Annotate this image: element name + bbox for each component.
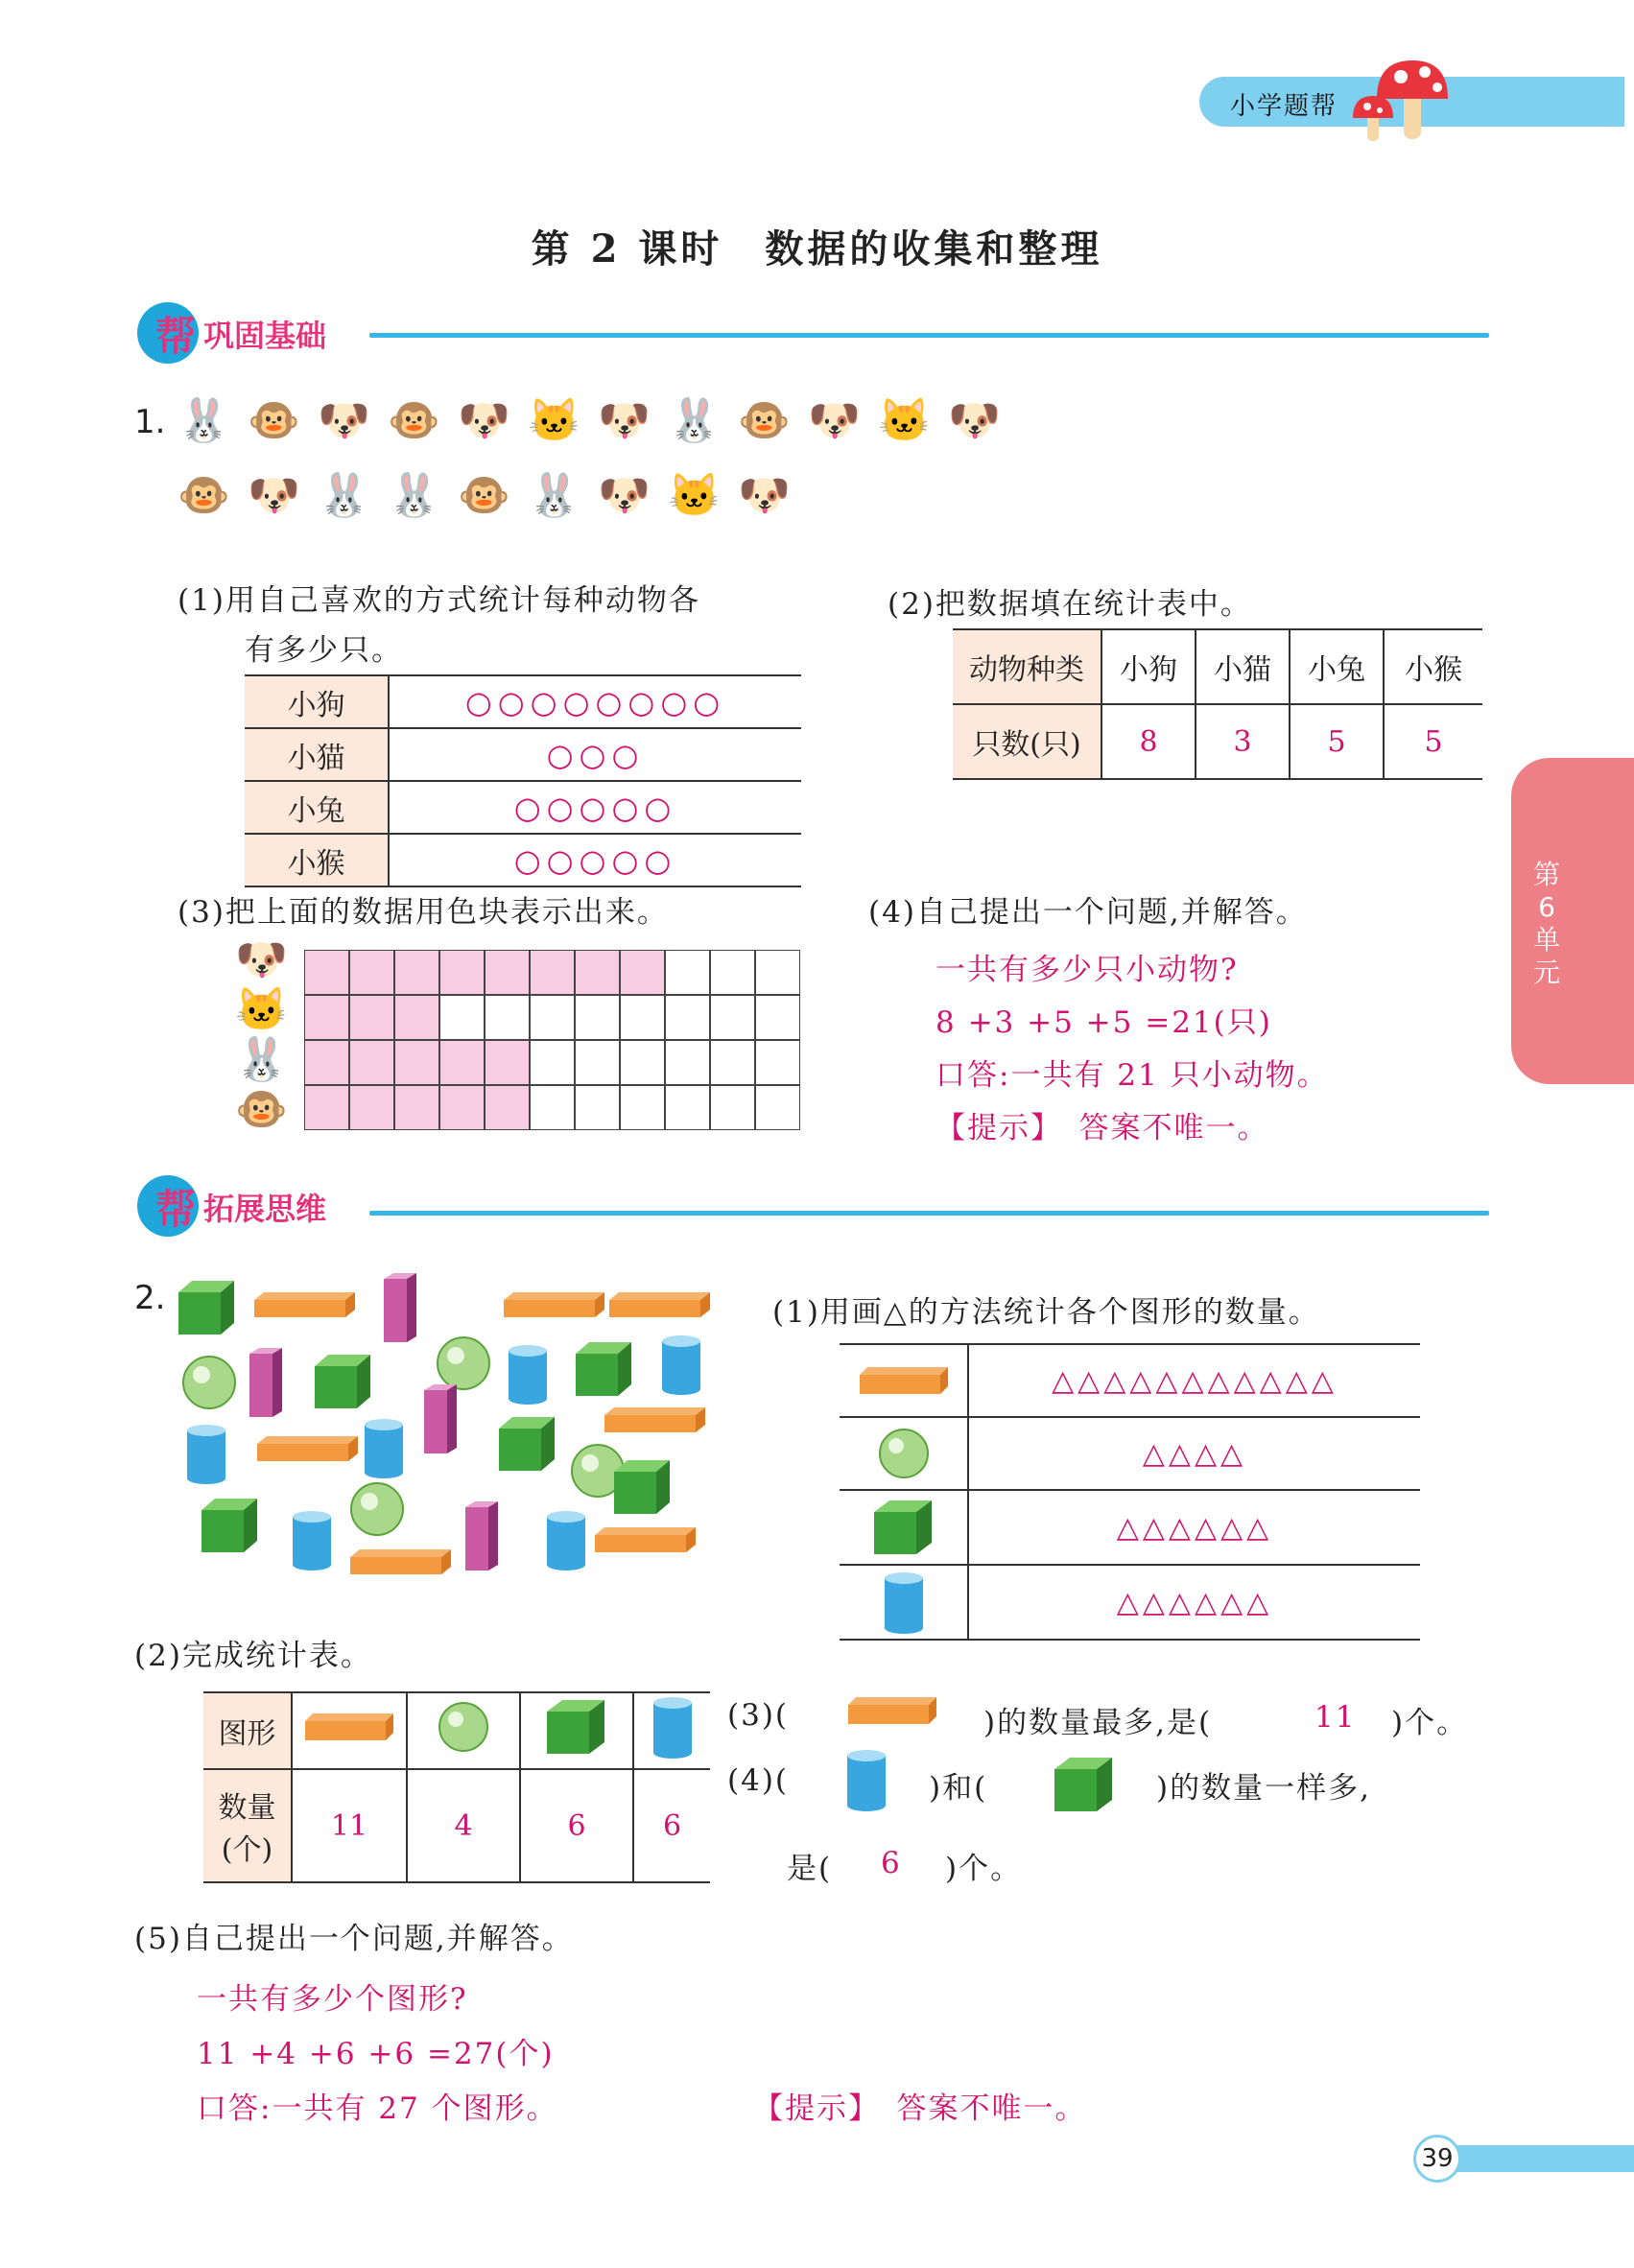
cylinder-icon bbox=[547, 1511, 585, 1571]
table-row-label: 只数(只) bbox=[953, 704, 1101, 779]
cube-icon bbox=[614, 1460, 670, 1514]
cuboid-icon bbox=[350, 1549, 451, 1574]
animal-pictures bbox=[178, 395, 1041, 549]
tall-prism-icon bbox=[465, 1501, 498, 1571]
cube-icon bbox=[1051, 1754, 1120, 1815]
cuboid-icon bbox=[301, 1710, 397, 1744]
filled-block bbox=[304, 1040, 349, 1085]
q2-part4-mid: )和( bbox=[929, 1771, 988, 1806]
rabbit-icon: 🐰 bbox=[668, 396, 721, 445]
tally-marks: △△△△△△△△△△△ bbox=[1052, 1363, 1338, 1398]
table-cell: 5 bbox=[1290, 704, 1384, 779]
filled-block bbox=[394, 1040, 439, 1085]
empty-block bbox=[530, 1085, 575, 1130]
unit-side-label: 第6单元 bbox=[1532, 859, 1560, 988]
empty-block bbox=[710, 995, 755, 1040]
monkey-icon: 🐵 bbox=[248, 396, 300, 445]
filled-block bbox=[439, 1040, 485, 1085]
dog-icon: 🐶 bbox=[948, 396, 1001, 445]
cat-icon: 🐱 bbox=[878, 396, 931, 445]
empty-block bbox=[575, 1085, 620, 1130]
brand-label: 小学题帮 bbox=[1230, 92, 1338, 121]
tall-prism-icon bbox=[384, 1273, 416, 1342]
dog-icon: 🐶 bbox=[808, 396, 861, 445]
answer-value: 11 bbox=[1314, 1700, 1357, 1735]
table-header: 图形 bbox=[203, 1692, 292, 1769]
section-label: 拓展思维 bbox=[203, 1191, 327, 1227]
dog-icon: 🐶 bbox=[235, 935, 288, 984]
monkey-icon: 🐵 bbox=[235, 1085, 288, 1134]
q1-part4: (4)自己提出一个问题,并解答。 bbox=[868, 895, 1308, 930]
tally-label: 小猫 bbox=[245, 728, 389, 781]
filled-block bbox=[439, 950, 485, 995]
table-row bbox=[840, 1491, 1420, 1566]
cube-icon bbox=[178, 1281, 234, 1335]
cylinder-icon bbox=[880, 1569, 928, 1636]
cylinder-icon bbox=[187, 1425, 225, 1484]
empty-block bbox=[485, 995, 530, 1040]
filled-block bbox=[349, 950, 394, 995]
section-bang: 帮 bbox=[155, 313, 197, 360]
rabbit-icon: 🐰 bbox=[388, 471, 440, 520]
section-bang: 帮 bbox=[155, 1186, 197, 1233]
sphere-icon bbox=[438, 1337, 489, 1389]
q2-tally-table bbox=[840, 1343, 1420, 1641]
answer-line: 口答:一共有 27 个图形。 bbox=[197, 2091, 558, 2126]
filled-block bbox=[485, 1040, 530, 1085]
table-header: 动物种类 bbox=[953, 629, 1101, 704]
monkey-icon: 🐵 bbox=[458, 471, 510, 520]
cuboid-icon bbox=[595, 1527, 696, 1552]
q2-stat-table bbox=[203, 1691, 710, 1883]
empty-block bbox=[665, 995, 710, 1040]
empty-block bbox=[755, 1085, 800, 1130]
monkey-icon: 🐵 bbox=[738, 396, 791, 445]
dog-icon: 🐶 bbox=[248, 471, 300, 520]
question-number: 1. bbox=[134, 403, 166, 441]
filled-block bbox=[304, 1085, 349, 1130]
cylinder-icon bbox=[649, 1693, 697, 1760]
table-header: 小兔 bbox=[1290, 629, 1384, 704]
q1-tally-table bbox=[245, 674, 801, 887]
dog-icon: 🐶 bbox=[738, 471, 791, 520]
q1-part1-line1: (1)用自己喜欢的方式统计每种动物各 bbox=[178, 583, 700, 618]
table-row bbox=[245, 675, 801, 728]
cylinder-icon bbox=[842, 1746, 890, 1815]
answer-value: 6 bbox=[881, 1846, 902, 1880]
table-cell: 8 bbox=[1101, 704, 1196, 779]
row-label-line: 数量 bbox=[218, 1791, 276, 1825]
tally-marks: △△△△△△ bbox=[1116, 1585, 1273, 1619]
section-divider bbox=[369, 1211, 1489, 1216]
rabbit-icon: 🐰 bbox=[235, 1035, 288, 1084]
answer-line: 口答:一共有 21 只小动物。 bbox=[935, 1058, 1329, 1093]
table-row bbox=[245, 728, 801, 781]
q1-part2: (2)把数据填在统计表中。 bbox=[888, 587, 1252, 622]
filled-block bbox=[394, 995, 439, 1040]
empty-block bbox=[620, 1040, 665, 1085]
table-cell: 6 bbox=[633, 1769, 710, 1882]
answer-line: 一共有多少只小动物? bbox=[935, 953, 1239, 987]
table-row bbox=[203, 1692, 710, 1769]
empty-block bbox=[755, 1040, 800, 1085]
filled-block bbox=[349, 995, 394, 1040]
cuboid-icon bbox=[844, 1693, 945, 1732]
table-row bbox=[953, 629, 1482, 704]
q2-part3-post: )个。 bbox=[1391, 1706, 1469, 1740]
section-divider bbox=[369, 333, 1489, 338]
section-label: 巩固基础 bbox=[203, 318, 327, 354]
tally-marks: ○○○ bbox=[389, 728, 801, 781]
answer-line: 8 +3 +5 +5 =21(只) bbox=[935, 1005, 1272, 1040]
cat-icon: 🐱 bbox=[235, 985, 288, 1034]
filled-block bbox=[485, 950, 530, 995]
cuboid-icon bbox=[604, 1407, 705, 1432]
filled-block bbox=[349, 1040, 394, 1085]
cube-icon bbox=[870, 1497, 937, 1558]
table-row bbox=[840, 1566, 1420, 1641]
monkey-icon: 🐵 bbox=[388, 396, 440, 445]
empty-block bbox=[530, 1040, 575, 1085]
cube-icon bbox=[499, 1417, 555, 1471]
answer-hint: 【提示】 答案不唯一。 bbox=[935, 1111, 1269, 1146]
table-row-label bbox=[203, 1769, 292, 1882]
cylinder-icon bbox=[365, 1419, 403, 1478]
q2-part2: (2)完成统计表。 bbox=[134, 1639, 372, 1673]
cylinder-icon bbox=[509, 1345, 547, 1405]
q2-part4-pre: (4)( bbox=[727, 1763, 790, 1798]
cat-icon: 🐱 bbox=[528, 396, 580, 445]
filled-block bbox=[304, 950, 349, 995]
shapes-picture bbox=[173, 1271, 729, 1578]
filled-block bbox=[394, 950, 439, 995]
table-header: 小狗 bbox=[1101, 629, 1196, 704]
monkey-icon: 🐵 bbox=[178, 471, 230, 520]
cube-icon bbox=[201, 1499, 257, 1552]
empty-block bbox=[665, 1040, 710, 1085]
answer-hint: 【提示】 答案不唯一。 bbox=[753, 2091, 1087, 2126]
sphere-icon bbox=[183, 1357, 235, 1408]
filled-block bbox=[620, 950, 665, 995]
filled-block bbox=[394, 1085, 439, 1130]
table-header: 小猴 bbox=[1384, 629, 1482, 704]
answer-line: 11 +4 +6 +6 =27(个) bbox=[197, 2037, 555, 2071]
cuboid-icon bbox=[257, 1436, 358, 1461]
tally-label: 小狗 bbox=[245, 675, 389, 728]
table-row bbox=[245, 834, 801, 886]
tally-label: 小猴 bbox=[245, 834, 389, 886]
q1-stat-table bbox=[953, 628, 1482, 780]
q2-part4-line2-post: )个。 bbox=[945, 1852, 1023, 1886]
filled-block bbox=[575, 950, 620, 995]
dog-icon: 🐶 bbox=[318, 396, 370, 445]
filled-block bbox=[485, 1085, 530, 1130]
empty-block bbox=[575, 995, 620, 1040]
tally-marks: △△△△ bbox=[1142, 1436, 1247, 1471]
page-number: 39 bbox=[1413, 2135, 1461, 2183]
dog-icon: 🐶 bbox=[598, 396, 651, 445]
empty-block bbox=[710, 950, 755, 995]
table-row bbox=[953, 704, 1482, 779]
q2-part4-post: )的数量一样多, bbox=[1156, 1771, 1371, 1806]
page-title: 第 2 课时 数据的收集和整理 bbox=[531, 226, 1103, 272]
empty-block bbox=[755, 950, 800, 995]
question-number: 2. bbox=[134, 1279, 166, 1317]
tally-marks: ○○○○○ bbox=[389, 781, 801, 834]
q1-part1-line2: 有多少只。 bbox=[245, 633, 403, 668]
q2-part5: (5)自己提出一个问题,并解答。 bbox=[134, 1922, 574, 1956]
empty-block bbox=[710, 1040, 755, 1085]
grid-row-icons bbox=[235, 935, 293, 1146]
filled-block bbox=[304, 995, 349, 1040]
filled-block bbox=[530, 950, 575, 995]
table-row bbox=[245, 781, 801, 834]
table-cell: 11 bbox=[292, 1769, 407, 1882]
cuboid-icon bbox=[856, 1361, 952, 1400]
table-row bbox=[840, 1345, 1420, 1418]
cat-icon: 🐱 bbox=[668, 471, 721, 520]
dog-icon: 🐶 bbox=[458, 396, 510, 445]
table-cell: 3 bbox=[1196, 704, 1290, 779]
empty-block bbox=[710, 1085, 755, 1130]
empty-block bbox=[665, 950, 710, 995]
q2-part3-pre: (3)( bbox=[727, 1698, 790, 1733]
rabbit-icon: 🐰 bbox=[528, 471, 580, 520]
table-cell: 5 bbox=[1384, 704, 1482, 779]
table-row bbox=[203, 1769, 710, 1882]
empty-block bbox=[530, 995, 575, 1040]
table-cell: 4 bbox=[407, 1769, 520, 1882]
q2-part4-line2-pre: 是( bbox=[787, 1852, 833, 1886]
cylinder-icon bbox=[293, 1511, 331, 1571]
empty-block bbox=[439, 995, 485, 1040]
tally-label: 小兔 bbox=[245, 781, 389, 834]
table-row bbox=[840, 1418, 1420, 1491]
rabbit-icon: 🐰 bbox=[318, 471, 370, 520]
cube-icon bbox=[315, 1355, 370, 1408]
cube-icon bbox=[543, 1696, 610, 1758]
cube-icon bbox=[576, 1342, 631, 1396]
q1-part3: (3)把上面的数据用色块表示出来。 bbox=[178, 895, 669, 930]
filled-block bbox=[349, 1085, 394, 1130]
table-header: 小猫 bbox=[1196, 629, 1290, 704]
cuboid-icon bbox=[254, 1292, 355, 1317]
sphere-icon bbox=[351, 1483, 403, 1535]
tally-marks: ○○○○○ bbox=[389, 834, 801, 886]
q2-part1: (1)用画△的方法统计各个图形的数量。 bbox=[772, 1295, 1320, 1330]
sphere-icon bbox=[435, 1698, 492, 1756]
empty-block bbox=[575, 1040, 620, 1085]
mushroom-icon bbox=[1348, 53, 1463, 144]
empty-block bbox=[665, 1085, 710, 1130]
empty-block bbox=[620, 995, 665, 1040]
dog-icon: 🐶 bbox=[598, 471, 651, 520]
tall-prism-icon bbox=[424, 1384, 457, 1453]
sphere-icon bbox=[875, 1425, 933, 1482]
cuboid-icon bbox=[504, 1292, 604, 1317]
tally-marks: ○○○○○○○○ bbox=[389, 675, 801, 728]
rabbit-icon: 🐰 bbox=[178, 396, 230, 445]
q2-part3-mid: )的数量最多,是( bbox=[983, 1706, 1213, 1740]
empty-block bbox=[755, 995, 800, 1040]
filled-block bbox=[439, 1085, 485, 1130]
row-label-line: (个) bbox=[221, 1833, 273, 1867]
tally-marks: △△△△△△ bbox=[1116, 1510, 1273, 1545]
answer-line: 一共有多少个图形? bbox=[197, 1982, 468, 2017]
table-cell: 6 bbox=[520, 1769, 633, 1882]
cylinder-icon bbox=[662, 1335, 700, 1395]
empty-block bbox=[620, 1085, 665, 1130]
cuboid-icon bbox=[609, 1292, 710, 1317]
tall-prism-icon bbox=[249, 1348, 282, 1417]
